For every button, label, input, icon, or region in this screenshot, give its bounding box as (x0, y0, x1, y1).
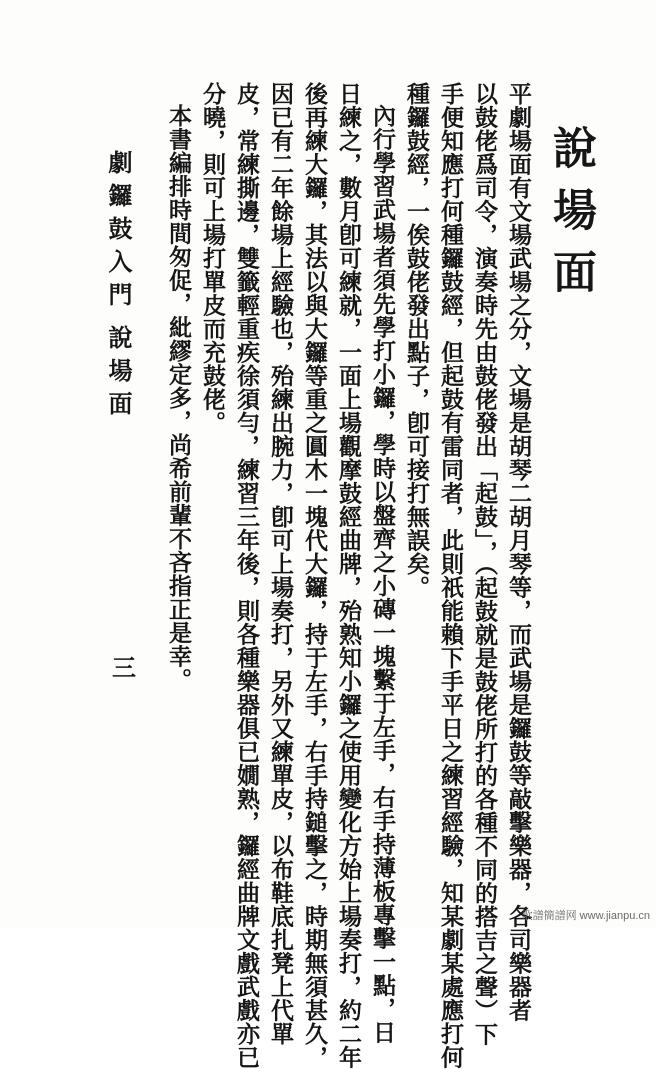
p2-line-5: 皮，常練撕邊，雙籤輕重疾徐須勻，練習三年後，則各種樂器俱已嫺熟，鑼經曲牌文戲武戲亦已 (233, 82, 260, 1069)
p2-line-4: 因已有二年餘場上經驗也，殆練出腕力，卽可上場奏打，另外又練單皮，以布鞋底扎凳上代單 (267, 82, 294, 1046)
p3-line-1: 本書編排時間匆促，紕繆定多，尚希前輩不吝指正是幸。 (165, 104, 192, 692)
p2-line-1: 內行學習武場者須先學打小鑼，學時以盤齊之小磚一塊繫于左手，右手持薄板專擊一點，日 (369, 104, 396, 1044)
page-title: 說場面 (545, 125, 596, 311)
p1-line-4: 種鑼鼓經，一俟鼓佬發出點子，卽可接打無誤矣。 (403, 82, 430, 599)
p2-line-6: 分曉，則可上場打單皮而充鼓佬。 (199, 82, 226, 435)
page-number: 三 (112, 653, 136, 682)
running-section-title: 說場面 (104, 325, 133, 424)
p2-line-2: 日練之，數月卽可練就，一面上場觀摩鼓經曲牌，殆熟知小鑼之使用變化方始上場奏打，約二年 (335, 82, 362, 1069)
p1-line-1: 平劇場面有文場武場之分，文場是胡琴二胡月琴等，而武場是鑼鼓等敲擊樂器，各司樂器者 (505, 82, 532, 1022)
site-watermark: 歌譜簡譜网 www.jianpu.cn (521, 910, 650, 922)
p1-line-3: 手便知應打何種鑼鼓經，但起鼓有雷同者，此則祇能賴下手平日之練習經驗，知某劇某處應打何 (437, 82, 464, 1069)
running-book-title: 劇鑼鼓入門 (104, 150, 133, 315)
p1-line-2: 以鼓佬爲司令，演奏時先由鼓佬發出「起鼓」，（起鼓就是鼓佬所打的各種不同的搭吉之聲）下 (471, 82, 498, 1046)
p2-line-3: 後再練大鑼，其法以與大鑼等重之圓木一塊代大鑼，持于左手，右手持鎚擊之，時期無須甚久， (301, 82, 328, 1069)
